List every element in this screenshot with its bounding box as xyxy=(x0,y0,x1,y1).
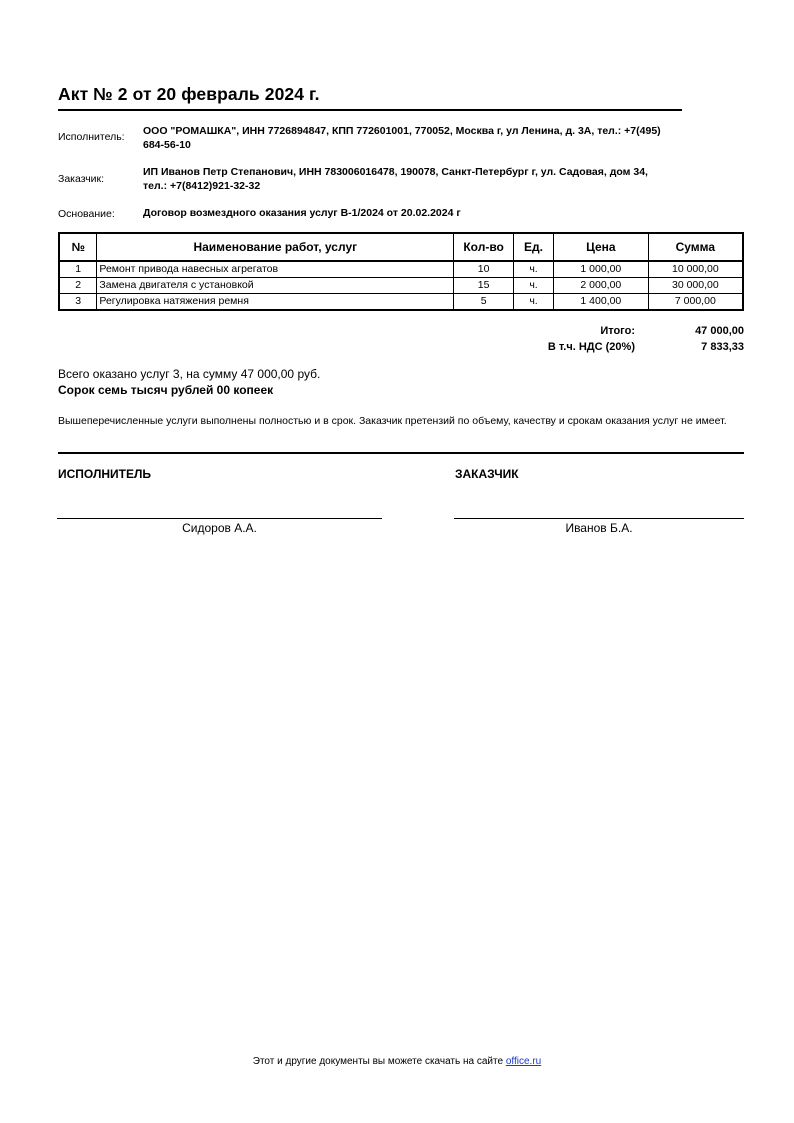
row-sum: 7 000,00 xyxy=(648,294,743,311)
table-row xyxy=(59,278,743,294)
vat-label: В т.ч. НДС (20%) xyxy=(547,341,635,353)
services-table xyxy=(58,232,744,311)
customer-signature-line xyxy=(454,518,744,519)
executor-value: ООО "РОМАШКА", ИНН 7726894847, КПП 772601001, 770052, Москва г, ул Ленина, д. 3А, тел.: +7(495) 684-56-10 xyxy=(143,125,661,151)
row-number: 2 xyxy=(59,278,97,294)
row-price: 2 000,00 xyxy=(553,278,648,294)
row-price: 1 000,00 xyxy=(553,261,648,278)
row-service-name: Замена двигателя с установкой xyxy=(97,278,454,294)
col-header-sum: Сумма xyxy=(648,233,743,261)
summary-line: Всего оказано услуг 3, на сумму 47 000,00 руб. xyxy=(58,367,321,381)
executor-signature-title: ИСПОЛНИТЕЛЬ xyxy=(58,467,152,481)
row-service-name: Ремонт привода навесных агрегатов xyxy=(97,261,454,278)
row-unit: ч. xyxy=(514,278,554,294)
amount-in-words: Сорок семь тысяч рублей 00 копеек xyxy=(58,383,274,397)
footer xyxy=(0,1056,794,1067)
row-sum: 10 000,00 xyxy=(648,261,743,278)
customer-value: ИП Иванов Петр Степанович, ИНН 783006016478, 190078, Санкт-Петербург г, ул. Садовая, дом 34, тел.: +7(8412)921-32-32 xyxy=(143,166,648,192)
executor-signature-line xyxy=(57,518,382,519)
row-unit: ч. xyxy=(514,261,554,278)
col-header-price: Цена xyxy=(553,233,648,261)
footer-link[interactable]: office.ru xyxy=(505,1056,542,1067)
row-number: 3 xyxy=(59,294,97,311)
col-header-qty: Кол-во xyxy=(454,233,514,261)
table-row xyxy=(59,261,743,278)
executor-signature-name: Сидоров А.А. xyxy=(182,521,257,535)
row-qty: 5 xyxy=(454,294,514,311)
executor-label: Исполнитель: xyxy=(58,131,125,143)
total-value: 47 000,00 xyxy=(695,325,744,337)
row-service-name: Регулировка натяжения ремня xyxy=(97,294,454,311)
vat-value: 7 833,33 xyxy=(701,341,744,353)
row-qty: 10 xyxy=(454,261,514,278)
basis-label: Основание: xyxy=(58,208,115,220)
row-price: 1 400,00 xyxy=(553,294,648,311)
row-unit: ч. xyxy=(514,294,554,311)
document-title: Акт № 2 от 20 февраль 2024 г. xyxy=(58,84,320,104)
col-header-number: № xyxy=(59,233,97,261)
customer-signature-name: Иванов Б.А. xyxy=(565,521,633,535)
table-row xyxy=(59,294,743,311)
col-header-unit: Ед. xyxy=(514,233,554,261)
customer-label: Заказчик: xyxy=(58,173,105,185)
title-divider xyxy=(58,109,682,111)
signature-divider xyxy=(58,452,744,454)
row-number: 1 xyxy=(59,261,97,278)
row-sum: 30 000,00 xyxy=(648,278,743,294)
col-header-name: Наименование работ, услуг xyxy=(97,233,454,261)
acceptance-note: Вышеперечисленные услуги выполнены полностью и в срок. Заказчик претензий по объему, качеству и срокам оказания услуг не имеет. xyxy=(58,415,727,427)
row-qty: 15 xyxy=(454,278,514,294)
basis-value: Договор возмездного оказания услуг В-1/2024 от 20.02.2024 г xyxy=(143,207,461,219)
customer-signature-title: ЗАКАЗЧИК xyxy=(455,467,519,481)
total-label: Итого: xyxy=(600,325,635,337)
table-header-row xyxy=(59,233,743,261)
footer-text: Этот и другие документы вы можете скачать на сайте xyxy=(252,1056,504,1067)
